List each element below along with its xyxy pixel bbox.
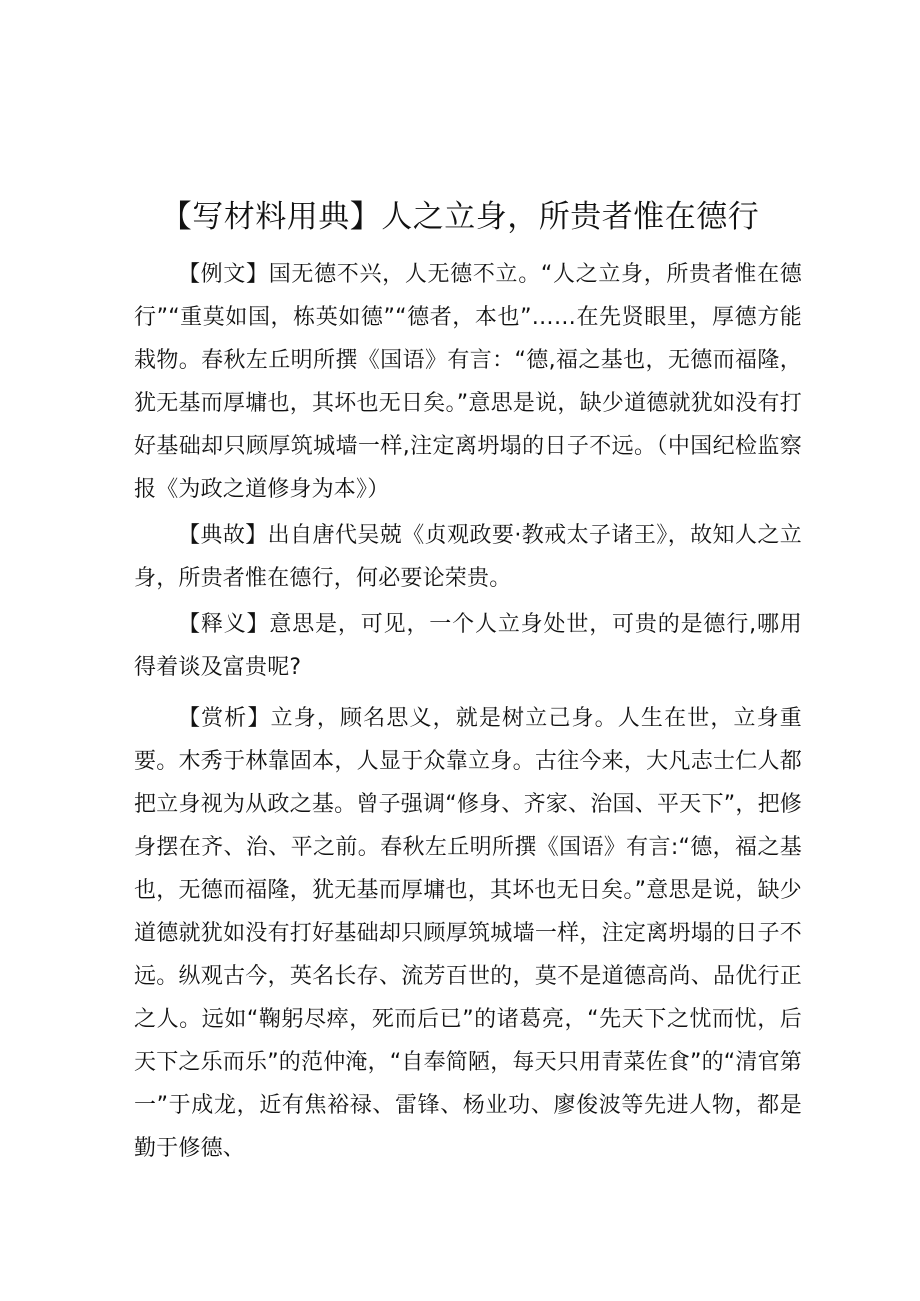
paragraph-appreciation: 【赏析】立身，顾名思义，就是树立己身。人生在世，立身重要。木秀于林靠固本，人显于众靠立身。古往今来，大凡志士仁人都把立身视为从政之基。曾子强调“修身、齐家、治国、平天下”，把修身摆在齐、治、平之前。春秋左丘明所撰《国语》有言:“德，福之基也，无德而福隆，犹无基而厚墉也，其坏也无日矣。”意思是说，缺少道德就犹如没有打好基础却只顾厚筑城墙一样，注定离坍塌的日子不远。纵观古今，英名长存、流芳百世的，莫不是道德高尚、品优行正之人。远如“鞠躬尽瘁，死而后已”的诸葛亮，“先天下之忧而忧，后天下之乐而乐”的范仲淹，“自奉简陋，每天只用青菜佐食”的“清官第一”于成龙，近有焦裕禄、雷锋、杨业功、廖俊波等先进人物，都是勤于修德、 bbox=[134, 706, 802, 1161]
document-title: 【写材料用典】人之立身，所贵者惟在德行 bbox=[160, 199, 760, 235]
paragraph-allusion: 【典故】出自唐代吴兢《贞观政要·教戒太子诸王》，故知人之立身，所贵者惟在德行，何必要论荣贵。 bbox=[134, 523, 802, 591]
paragraph-meaning: 【释义】意思是，可见，一个人立身处世，可贵的是德行,哪用得着谈及富贵呢? bbox=[134, 612, 802, 680]
paragraph-example: 【例文】国无德不兴，人无德不立。“人之立身，所贵者惟在德行”“重莫如国，栋英如德”“德者，本也”……在先贤眼里，厚德方能栽物。春秋左丘明所撰《国语》有言：“德,福之基也，无德而福隆，犹无基而厚墉也，其坏也无日矣。”意思是说，缺少道德就犹如没有打好基础却只顾厚筑城墙一样,注定离坍塌的日子不远。（中国纪检监察报《为政之道修身为本》） bbox=[134, 262, 802, 502]
